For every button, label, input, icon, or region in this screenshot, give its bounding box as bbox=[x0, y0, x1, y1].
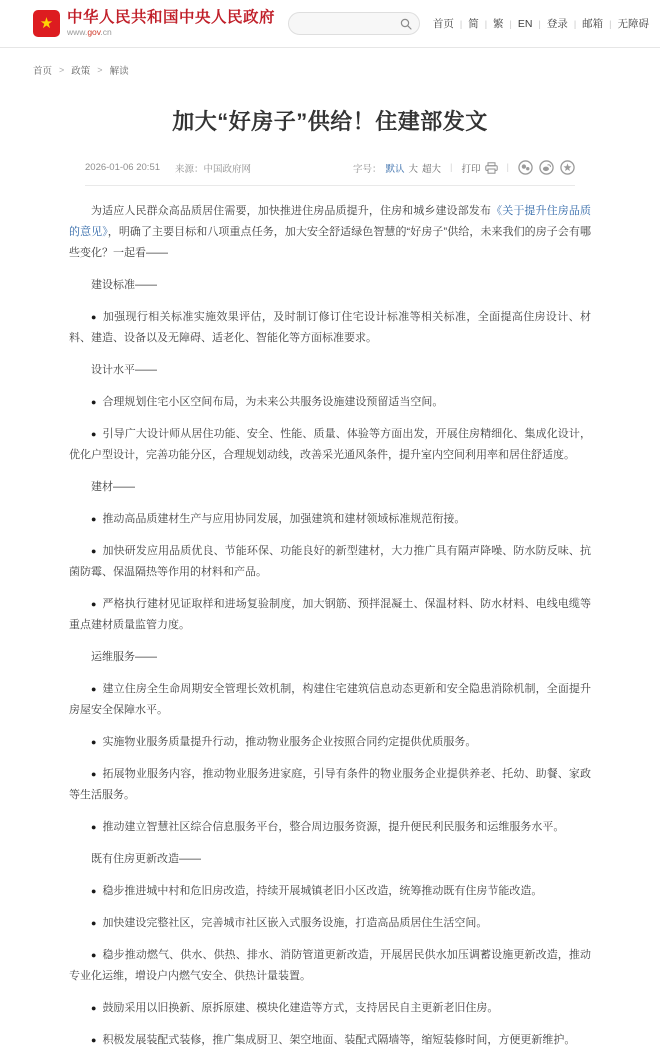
toolbar-divider: | bbox=[450, 162, 453, 173]
nav-item-3[interactable]: 繁 bbox=[493, 18, 504, 30]
section-heading: 建材—— bbox=[91, 481, 135, 493]
bullet-text: 鼓励采用以旧换新、原拆原建、模块化建造等方式，支持居民自主更新老旧住房。 bbox=[102, 1002, 499, 1014]
print-button[interactable] bbox=[462, 161, 498, 175]
national-emblem-logo[interactable] bbox=[33, 10, 60, 37]
nav-item-1[interactable]: 首页 bbox=[432, 18, 454, 30]
bullet-text: 拓展物业服务内容，推动物业服务进家庭，引导有条件的物业服务企业提供养老、托幼、助餐、家政等生活服务。 bbox=[69, 768, 592, 801]
article-body bbox=[69, 201, 591, 1051]
breadcrumb-separator: > bbox=[97, 65, 103, 75]
breadcrumb-item-2[interactable]: 政策 bbox=[71, 66, 91, 77]
section-heading: 既有住房更新改造—— bbox=[91, 853, 201, 865]
bullet-icon: ● bbox=[91, 684, 97, 694]
bullet-icon: ● bbox=[91, 950, 97, 960]
article-meta-row bbox=[85, 160, 575, 186]
bullet-text: 稳步推进城中村和危旧房改造，持续开展城镇老旧小区改造，统筹推动既有住房节能改造。 bbox=[102, 885, 543, 897]
policy-document-link[interactable]: 《关于提升住房品质的意见》 bbox=[69, 205, 592, 238]
bullet-text: 推动建立智慧社区综合信息服务平台，整合周边服务资源，提升便民利民服务和运维服务水平。 bbox=[102, 821, 565, 833]
nav-item-7[interactable]: 无障碍 bbox=[617, 18, 649, 30]
breadcrumb-item-1[interactable]: 首页 bbox=[33, 66, 53, 77]
bullet-icon: ● bbox=[91, 822, 97, 832]
font-size-option[interactable]: 大 bbox=[408, 163, 419, 175]
bullet-icon: ● bbox=[91, 599, 97, 609]
printer-icon bbox=[485, 162, 498, 174]
top-nav bbox=[432, 16, 650, 31]
font-size-option[interactable]: 超大 bbox=[422, 163, 442, 175]
bullet-text: 加快研发应用品质优良、节能环保、功能良好的新型建材，大力推广具有隔声降噪、防水防反味、抗菌防霉、保温隔热等作用的材料和产品。 bbox=[69, 545, 592, 578]
bullet-icon: ● bbox=[91, 312, 97, 322]
bullet-icon: ● bbox=[91, 546, 97, 556]
search-icon[interactable] bbox=[400, 18, 412, 30]
font-size-options bbox=[382, 161, 442, 175]
bullet-item bbox=[69, 392, 591, 413]
bullet-text: 积极发展装配式装修，推广集成厨卫、架空地面、装配式隔墙等，缩短装修时间，方便更新维护。 bbox=[102, 1034, 576, 1046]
nav-divider: | bbox=[459, 18, 463, 29]
section-heading: 设计水平—— bbox=[91, 364, 157, 376]
article-source: 来源：中国政府网 bbox=[175, 163, 252, 175]
nav-item-5[interactable]: 登录 bbox=[546, 18, 568, 30]
article-sections bbox=[69, 275, 591, 1051]
nav-divider: | bbox=[538, 18, 541, 29]
nav-divider: | bbox=[609, 18, 612, 29]
nav-divider: | bbox=[509, 18, 512, 29]
bullet-icon: ● bbox=[91, 886, 97, 896]
bullet-item bbox=[69, 307, 591, 349]
weibo-share-icon[interactable] bbox=[539, 160, 554, 175]
breadcrumb bbox=[0, 48, 660, 85]
bullet-item bbox=[69, 881, 591, 902]
wechat-share-icon[interactable] bbox=[518, 160, 533, 175]
search-box[interactable] bbox=[288, 12, 420, 35]
bullet-text: 建立住房全生命周期安全管理长效机制，构建住宅建筑信息动态更新和安全隐患消除机制，全面提升房屋安全保障水平。 bbox=[69, 683, 592, 716]
bullet-item bbox=[69, 1030, 591, 1051]
breadcrumb-item-3[interactable]: 解读 bbox=[109, 66, 129, 77]
print-label: 打印 bbox=[461, 163, 481, 175]
site-title: 中华人民共和国中央人民政府 bbox=[67, 9, 276, 27]
emblem-star-icon: ★ bbox=[39, 15, 54, 32]
bullet-icon: ● bbox=[91, 514, 97, 524]
nav-item-2[interactable]: 简 bbox=[468, 18, 479, 30]
nav-divider: | bbox=[573, 18, 577, 29]
bullet-item bbox=[69, 998, 591, 1019]
bullet-text: 引导广大设计师从居住功能、安全、性能、质量、体验等方面出发，开展住房精细化、集成化设计，优化户型设计，完善功能分区，合理规划动线，改善采光通风条件，提升室内空间利用率和居住舒适度。 bbox=[69, 428, 592, 461]
site-url: www.gov.cn bbox=[67, 27, 112, 38]
site-identity[interactable] bbox=[67, 9, 275, 37]
bullet-item bbox=[69, 945, 591, 987]
bullet-text: 加快建设完整社区，完善城市社区嵌入式服务设施，打造高品质居住生活空间。 bbox=[102, 917, 488, 929]
bullet-item bbox=[69, 913, 591, 934]
section-heading: 运维服务—— bbox=[91, 651, 157, 663]
nav-divider: | bbox=[484, 18, 488, 29]
bullet-item bbox=[69, 594, 591, 636]
bullet-icon: ● bbox=[91, 1003, 97, 1013]
page-title: 加大“好房子”供给！住建部发文 bbox=[172, 109, 488, 134]
bullet-text: 合理规划住宅小区空间布局，为未来公共服务设施建设预留适当空间。 bbox=[102, 396, 444, 408]
site-header bbox=[0, 0, 660, 48]
share-icons bbox=[518, 160, 575, 175]
font-size-label: 字号： bbox=[352, 163, 382, 175]
bullet-icon: ● bbox=[91, 737, 97, 747]
breadcrumb-separator: > bbox=[59, 65, 65, 75]
search-input[interactable] bbox=[299, 18, 400, 29]
bullet-icon: ● bbox=[91, 429, 97, 439]
bullet-icon: ● bbox=[91, 918, 97, 928]
bullet-item bbox=[69, 764, 591, 806]
article-meta-left bbox=[85, 161, 251, 175]
bullet-text: 推动高品质建材生产与应用协同发展，加强建筑和建材领域标准规范衔接。 bbox=[102, 513, 466, 525]
bullet-text: 加强现行相关标准实施效果评估，及时制订修订住宅设计标准等相关标准，全面提高住房设计、材料、建造、设备以及无障碍、适老化、智能化等方面标准要求。 bbox=[69, 311, 592, 344]
toolbar-divider: | bbox=[506, 162, 509, 173]
more-share-icon[interactable] bbox=[560, 160, 575, 175]
section-heading: 建设标准—— bbox=[91, 279, 157, 291]
nav-item-6[interactable]: 邮箱 bbox=[582, 18, 604, 30]
article bbox=[69, 105, 591, 1051]
bullet-text: 稳步推动燃气、供水、供热、排水、消防管道更新改造，开展居民供水加压调蓄设施更新改造，推动专业化运维，增设户内燃气安全、供热计量装置。 bbox=[69, 949, 592, 982]
bullet-item bbox=[69, 732, 591, 753]
bullet-item bbox=[69, 424, 591, 466]
header-right bbox=[288, 12, 650, 35]
nav-item-4[interactable]: EN bbox=[517, 17, 533, 30]
font-size-option[interactable]: 默认 bbox=[385, 163, 405, 175]
intro-paragraph: 为适应人民群众高品质居住需要，加快推进住房品质提升，住房和城乡建设部发布《关于提升住房品质的意见》，明确了主要目标和八项重点任务，加大安全舒适绿色智慧的“好房子”供给，未来我们的房子会有哪些变化？一起看—— bbox=[69, 205, 592, 259]
bullet-text: 严格执行建材见证取样和进场复验制度，加大钢筋、预拌混凝土、保温材料、防水材料、电线电缆等重点建材质量监管力度。 bbox=[69, 598, 592, 631]
bullet-item bbox=[69, 509, 591, 530]
bullet-icon: ● bbox=[91, 769, 97, 779]
bullet-item bbox=[69, 817, 591, 838]
publish-date: 2026-01-06 20:51 bbox=[85, 162, 161, 173]
bullet-item bbox=[69, 679, 591, 721]
bullet-item bbox=[69, 541, 591, 583]
bullet-text: 实施物业服务质量提升行动，推动物业服务企业按照合同约定提供优质服务。 bbox=[102, 736, 477, 748]
bullet-icon: ● bbox=[91, 397, 97, 407]
article-toolbar bbox=[353, 160, 575, 175]
bullet-icon: ● bbox=[91, 1035, 97, 1045]
